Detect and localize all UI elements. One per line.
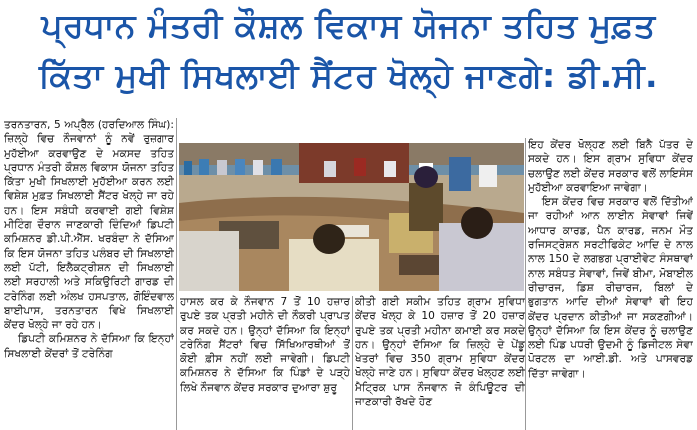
meeting-photo [179, 143, 524, 291]
column-divider [525, 138, 526, 430]
article-right-column [528, 138, 693, 430]
article-paragraph: ਕੀਤੀ ਗਈ ਸਕੀਮ ਤਹਿਤ ਗ੍ਰਾਮ ਸੁਵਿਧਾ ਕੇਂਦਰ ਖੋਲ੍ਹ ਕੇ 10 ਹਜ਼ਾਰ ਤੋਂ 20 ਹਜ਼ਾਰ ਰੁਪਏ ਤਕ ਪ੍ਰਤੀ ਮਹੀਨਾ ਕਮਾਈ ਕਰ ਸਕਦੇ ਹਨ। ਉਨ੍ਹਾਂ ਦੱਸਿਆ ਕਿ ਜ਼ਿਲ੍ਹੇ ਦੇ ਪੇਂਡੂ ਖੇਤਰਾਂ ਵਿਚ 350 ਗ੍ਰਾਮ ਸੁਵਿਧਾ ਕੇਂਦਰ ਖੋਲ੍ਹੇ ਜਾਣੇ ਹਨ। ਸੁਵਿਧਾ ਕੇਂਦਰ ਖੋਲ੍ਹਣ ਲਈ ਮੈਟ੍ਰਿਕ ਪਾਸ ਨੌਜਵਾਨ ਜੋ ਕੰਪਿਊਟਰ ਦੀ ਜਾਣਕਾਰੀ ਰੱਖਦੇ ਹੋਣ [355, 296, 525, 409]
column-divider [176, 118, 177, 430]
column-divider [352, 296, 353, 430]
article-paragraph: ਇਹ ਕੇਂਦਰ ਖੋਲ੍ਹਣ ਲਈ ਬਿਨੈ ਪੱਤਰ ਦੇ ਸਕਦੇ ਹਨ। ਇਸ ਗ੍ਰਾਮ ਸੁਵਿਧਾ ਕੇਂਦਰ ਚਲਾਉਣ ਲਈ ਕੇਂਦਰ ਸਰਕਾਰ ਵਲੋਂ ਲਾਇਸੰਸ ਮੁਹੱਈਆ ਕਰਵਾਇਆ ਜਾਵੇਗਾ। [528, 139, 693, 194]
article-paragraph: ਹਾਸਲ ਕਰ ਕੇ ਨੌਜਵਾਨ 7 ਤੋਂ 10 ਹਜ਼ਾਰ ਰੁਪਏ ਤਕ ਪ੍ਰਤੀ ਮਹੀਨੇ ਦੀ ਨੌਕਰੀ ਪ੍ਰਾਪਤ ਕਰ ਸਕਦੇ ਹਨ। ਉਨ੍ਹਾਂ ਦੱਸਿਆ ਕਿ ਇਨ੍ਹਾਂ ਟਰੇਨਿੰਗ ਸੈਂਟਰਾਂ ਵਿਚ ਸਿੱਖਿਆਰਥੀਆਂ ਤੋਂ ਕੋਈ ਫ਼ੀਸ ਨਹੀਂ ਲਈ ਜਾਵੇਗੀ। ਡਿਪਟੀ ਕਮਿਸ਼ਨਰ ਨੇ ਦੱਸਿਆ ਕਿ ਪਿੰਡਾਂ ਦੇ ਪੜ੍ਹੇ ਲਿਖੇ ਨੌਜਵਾਨ ਕੇਂਦਰ ਸਰਕਾਰ ਦੁਆਰਾ ਸ਼ੁਰੂ [180, 296, 350, 394]
headline-line-2: ਕਿੱਤਾ ਮੁਖੀ ਸਿਖਲਾਈ ਸੈਂਟਰ ਖੋਲ੍ਹੇ ਜਾਣਗੇ: ਡੀ.ਸੀ. [38, 56, 659, 95]
headline-line-1: ਪ੍ਰਧਾਨ ਮੰਤਰੀ ਕੌਸ਼ਲ ਵਿਕਾਸ ਯੋਜਨਾ ਤਹਿਤ ਮੁਫ਼ਤ [41, 6, 656, 45]
article-paragraph: ਡਿਪਟੀ ਕਮਿਸ਼ਨਰ ਨੇ ਦੱਸਿਆ ਕਿ ਇਨ੍ਹਾਂ ਸਿਖਲਾਈ ਕੇਂਦਰਾਂ ਤੋਂ ਟਰੇਨਿੰਗ [4, 333, 174, 360]
article-middle-column-1 [180, 295, 350, 430]
article-middle-column-2 [355, 295, 525, 430]
article-paragraph: ਇਸ ਕੇਂਦਰ ਵਿਚ ਸਰਕਾਰ ਵਲੋਂ ਦਿੱਤੀਆਂ ਜਾ ਰਹੀਆਂ ਆਨ ਲਾਈਨ ਸੇਵਾਵਾਂ ਜਿਵੇਂ ਆਧਾਰ ਕਾਰਡ, ਪੈਨ ਕਾਰਡ, ਜਨਮ ਮੌਤ ਰਜਿਸਟ੍ਰੇਸ਼ਨ ਸਰਟੀਫਿਕੇਟ ਆਦਿ ਦੇ ਨਾਲ ਨਾਲ 150 ਦੇ ਲਗਭਗ ਪ੍ਰਾਈਵੇਟ ਸੰਸਥਾਵਾਂ ਨਾਲ ਸਬੰਧਤ ਸੇਵਾਵਾਂ, ਜਿਵੇਂ ਬੀਮਾ, ਮੋਬਾਈਲ ਰੀਚਾਰਜ, ਡਿਸ਼ ਰੀਚਾਰਜ, ਬਿਲਾਂ ਦੇ ਭੁਗਤਾਨ ਆਦਿ ਦੀਆਂ ਸੇਵਾਵਾਂ ਵੀ ਇਹ ਕੇਂਦਰ ਪ੍ਰਦਾਨ ਕੀਤੀਆਂ ਜਾ ਸਕਣਗੀਆਂ। ਉਨ੍ਹਾਂ ਦੱਸਿਆ ਕਿ ਇਸ ਕੇਂਦਰ ਨੂੰ ਚਲਾਉਣ ਲਈ ਪਿੰਡ ਪਧਰੀ ਉਦਮੀ ਨੂੰ ਡਿਜੀਟਲ ਸੇਵਾ ਪੋਰਟਲ ਦਾ ਆਈ.ਡੀ. ਅਤੇ ਪਾਸਵਰਡ ਦਿੱਤਾ ਜਾਵੇਗਾ। [528, 196, 693, 380]
article-left-column [4, 118, 174, 430]
article-paragraph: ਤਰਨਤਾਰਨ, 5 ਅਪ੍ਰੈਲ (ਹਰਦਿਆਲ ਸਿੰਘ): ਜ਼ਿਲ੍ਹੇ ਵਿਚ ਨੌਜਵਾਨਾਂ ਨੂੰ ਨਵੇਂ ਰੁਜ਼ਗਾਰ ਮੁਹੱਈਆ ਕਰਵਾਉਣ ਦੇ ਮਕਸਦ ਤਹਿਤ ਪ੍ਰਧਾਨ ਮੰਤਰੀ ਕੌਸ਼ਲ ਵਿਕਾਸ ਯੋਜਨਾ ਤਹਿਤ ਕਿੱਤਾ ਮੁਖੀ ਸਿਖਲਾਈ ਮੁਹੱਈਆ ਕਰਨ ਲਈ ਵਿਸ਼ੇਸ਼ ਮੁਫ਼ਤ ਸਿਖਲਾਈ ਸੈਂਟਰ ਖੋਲ੍ਹੇ ਜਾ ਰਹੇ ਹਨ। ਇਸ ਸਬੰਧੀ ਕਰਵਾਈ ਗਈ ਵਿਸ਼ੇਸ਼ ਮੀਟਿੰਗ ਦੌਰਾਨ ਜਾਣਕਾਰੀ ਦਿੰਦਿਆਂ ਡਿਪਟੀ ਕਮਿਸ਼ਨਰ ਡੀ.ਪੀ.ਐੱਸ. ਖਰਬੰਦਾ ਨੇ ਦੱਸਿਆ ਕਿ ਇਸ ਯੋਜਨਾ ਤਹਿਤ ਪਲੰਬਰ ਦੀ ਸਿਖਲਾਈ ਲਈ ਪੱਟੀ, ਇਲੈਕਟ੍ਰੀਸ਼ਨ ਦੀ ਸਿਖਲਾਈ ਲਈ ਸਰਹਾਲੀ ਅਤੇ ਸਕਿਉਰਿਟੀ ਗਾਰਡ ਦੀ ਟਰੇਨਿੰਗ ਲਈ ਅੰਲਖ ਹਸਪਤਾਲ, ਗੋਇੰਦਵਾਲ ਬਾਈਪਾਸ, ਤਰਨਤਾਰਨ ਵਿਖੇ ਸਿਖਲਾਈ ਕੇਂਦਰ ਖੋਲ੍ਹੇ ਜਾ ਰਹੇ ਹਨ। [4, 119, 174, 332]
